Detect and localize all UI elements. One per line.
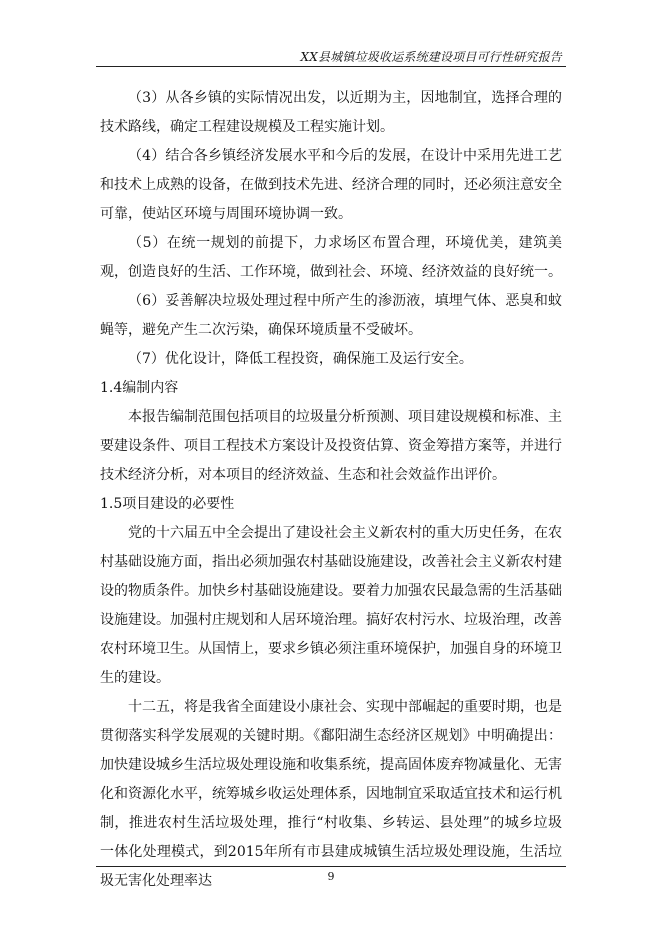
paragraph-scope: 本报告编制范围包括项目的垃圾量分析预测、项目建设规模和标准、主要建设条件、项目工程技术方案设计及投资估算、资金筹措方案等，并进行技术经济分析，对本项目的经济效益、生态和社会效益作出评价。 [100, 409, 562, 483]
footer-divider [96, 866, 566, 867]
page-body [100, 84, 562, 896]
paragraph-principle-3: （3）从各乡镇的实际情况出发，以近期为主，因地制宜，选择合理的技术路线，确定工程建设规模及工程实施计划。 [100, 90, 562, 135]
paragraph-principle-6: （6）妥善解决垃圾处理过程中所产生的渗沥液，填埋气体、恶臭和蚊蝇等，避免产生二次污染，确保环境质量不受破坏。 [100, 293, 562, 338]
section-heading-1-4: 1.4编制内容 [100, 380, 179, 396]
section-heading-1-5: 1.5项目建设的必要性 [100, 496, 235, 512]
paragraph-necessity-2: 十二五，将是我省全面建设小康社会、实现中部崛起的重要时期，也是贯彻落实科学发展观的关键时期。《鄱阳湖生态经济区规划》中明确提出：加快建设城乡生活垃圾处理设施和收集系统，提高固体废弃物减量化、无害化和资源化水平，统筹城乡收运处理体系，因地制宜采取适宜技术和运行机制，推进农村生活垃圾处理，推行“村收集、乡转运、县处理”的城乡垃圾一体化处理模式，到2015年所有市县建成城镇生活垃圾处理设施，生活垃圾无害化处理率达 [100, 699, 562, 889]
running-header: XX县城镇垃圾收运系统建设项目可行性研究报告 [300, 50, 562, 64]
paragraph-principle-7: （7）优化设计，降低工程投资，确保施工及运行安全。 [128, 351, 473, 367]
page-number: 9 [327, 870, 335, 883]
paragraph-necessity-1: 党的十六届五中全会提出了建设社会主义新农村的重大历史任务，在农村基础设施方面，指出必须加强农村基础设施建设，改善社会主义新农村建设的物质条件。加快乡村基础设施建设。要着力加强农民最急需的生活基础设施建设。加强村庄规划和人居环境治理。搞好农村污水、垃圾治理，改善农村环境卫生。从国情上，要求乡镇必须注重环境保护，加强自身的环境卫生的建设。 [100, 525, 562, 686]
paragraph-principle-4: （4）结合各乡镇经济发展水平和今后的发展，在设计中采用先进工艺和技术上成熟的设备，在做到技术先进、经济合理的同时，还必须注意安全可靠，使站区环境与周围环境协调一致。 [100, 148, 562, 222]
paragraph-principle-5: （5）在统一规划的前提下，力求场区布置合理，环境优美，建筑美观，创造良好的生活、工作环境，做到社会、环境、经济效益的良好统一。 [100, 235, 562, 280]
header-divider [96, 66, 566, 67]
